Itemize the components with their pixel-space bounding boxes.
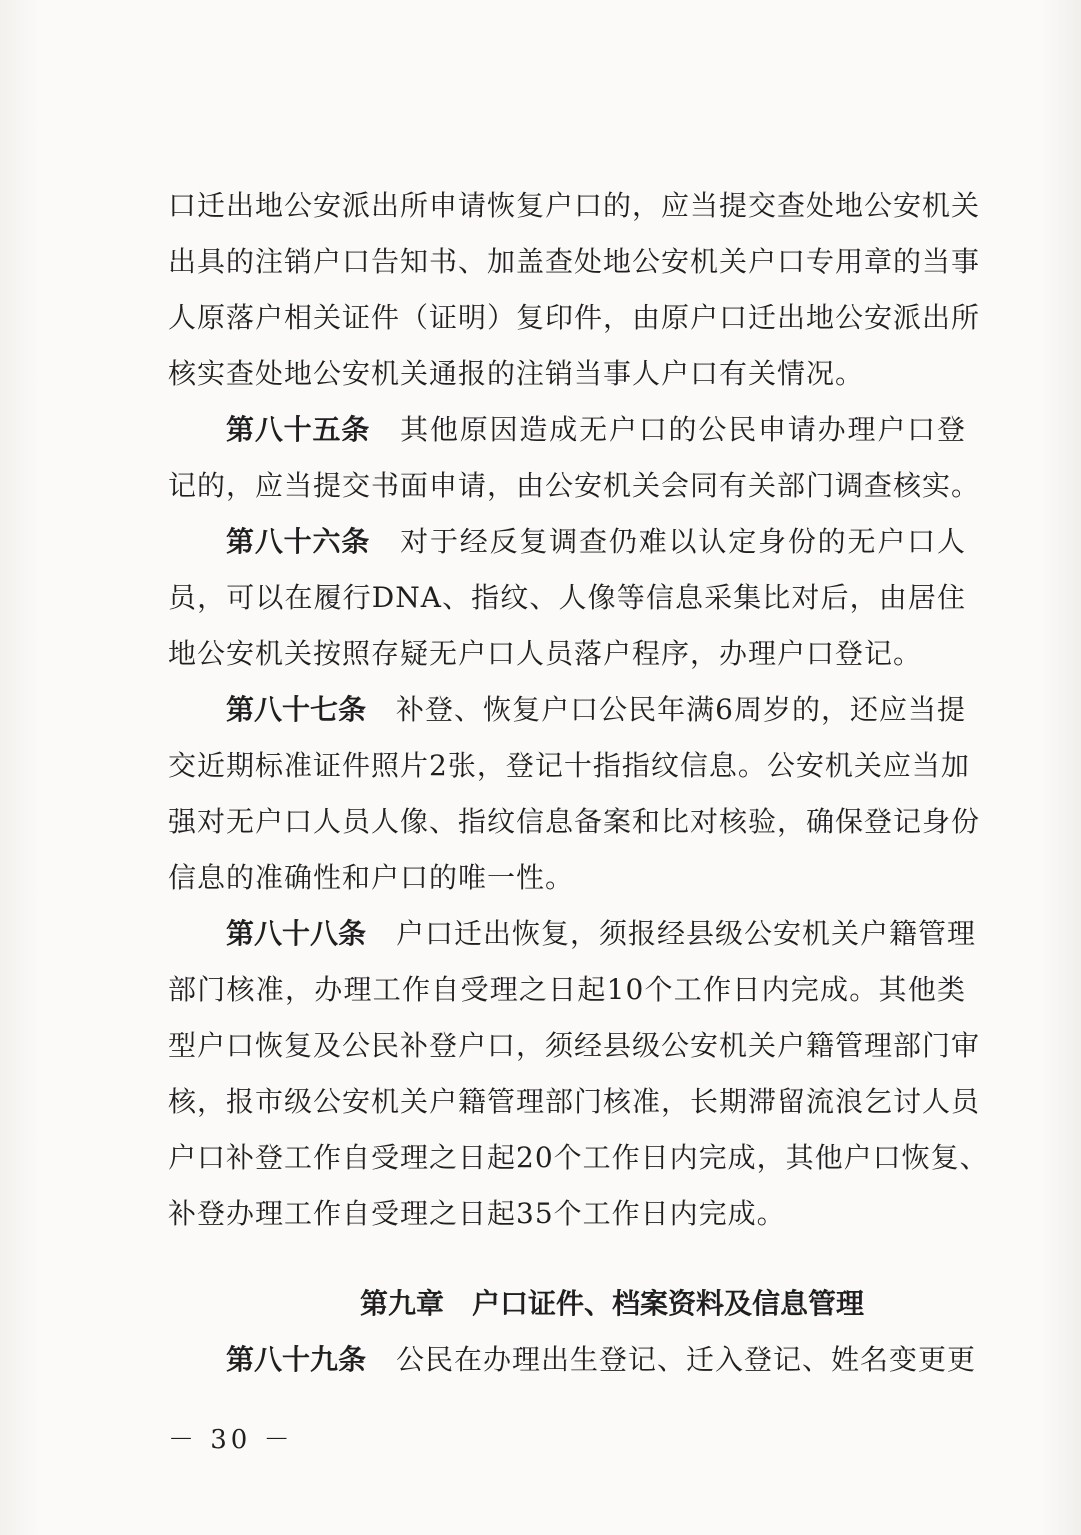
text-line: 出具的注销户口告知书、加盖查处地公安机关户口专用章的当事 — [168, 245, 981, 278]
chapter-title: 户口证件、档案资料及信息管理 — [472, 1287, 865, 1320]
text-line: 人原落户相关证件（证明）复印件，由原户口迁出地公安派出所 — [168, 301, 981, 334]
text-line: 地公安机关按照存疑无户口人员落户程序，办理户口登记。 — [168, 637, 923, 670]
text-line: 交近期标准证件照片2张，登记十指指纹信息。公安机关应当加 — [168, 749, 970, 782]
text-line: 强对无户口人员人像、指纹信息备案和比对核验，确保登记身份 — [168, 805, 981, 838]
text-line: 核，报市级公安机关户籍管理部门核准，长期滞留流浪乞讨人员 — [168, 1085, 981, 1118]
text-line: 员，可以在履行DNA、指纹、人像等信息采集比对后，由居住 — [168, 581, 966, 614]
article-89-title: 第八十九条 — [226, 1343, 367, 1376]
article-87-title: 第八十七条 — [226, 693, 367, 726]
text-line: 补登办理工作自受理之日起35个工作日内完成。 — [168, 1197, 786, 1230]
text-line: 户口补登工作自受理之日起20个工作日内完成，其他户口恢复、 — [168, 1141, 989, 1174]
article-85-title: 第八十五条 — [226, 413, 371, 446]
text-line: 信息的准确性和户口的唯一性。 — [168, 861, 575, 894]
article-87-first-line — [168, 682, 966, 738]
document-body — [168, 178, 989, 1388]
article-85-text: 其他原因造成无户口的公民申请办理户口登 — [400, 413, 966, 446]
page-number: － 30 － — [168, 1425, 294, 1455]
article-89-first-line — [168, 1332, 977, 1388]
text-line: 型户口恢复及公民补登户口，须经县级公安机关户籍管理部门审 — [168, 1029, 981, 1062]
article-88-first-line — [168, 906, 977, 962]
article-85-first-line — [168, 402, 966, 458]
text-line: 部门核准，办理工作自受理之日起10个工作日内完成。其他类 — [168, 973, 966, 1006]
text-line: 口迁出地公安派出所申请恢复户口的，应当提交查处地公安机关 — [168, 189, 981, 222]
article-88-title: 第八十八条 — [226, 917, 367, 950]
article-86-first-line — [168, 514, 966, 570]
chapter-heading — [168, 1276, 966, 1332]
chapter-number: 第九章 — [359, 1287, 444, 1320]
text-line: 记的，应当提交书面申请，由公安机关会同有关部门调查核实。 — [168, 469, 981, 502]
article-87-text: 补登、恢复户口公民年满6周岁的，还应当提 — [396, 693, 966, 726]
article-86-text: 对于经反复调查仍难以认定身份的无户口人 — [400, 525, 966, 558]
text-line: 核实查处地公安机关通报的注销当事人户口有关情况。 — [168, 357, 865, 390]
article-86-title: 第八十六条 — [226, 525, 371, 558]
article-89-text: 公民在办理出生登记、迁入登记、姓名变更更 — [396, 1343, 977, 1376]
article-88-text: 户口迁出恢复，须报经县级公安机关户籍管理 — [396, 917, 977, 950]
